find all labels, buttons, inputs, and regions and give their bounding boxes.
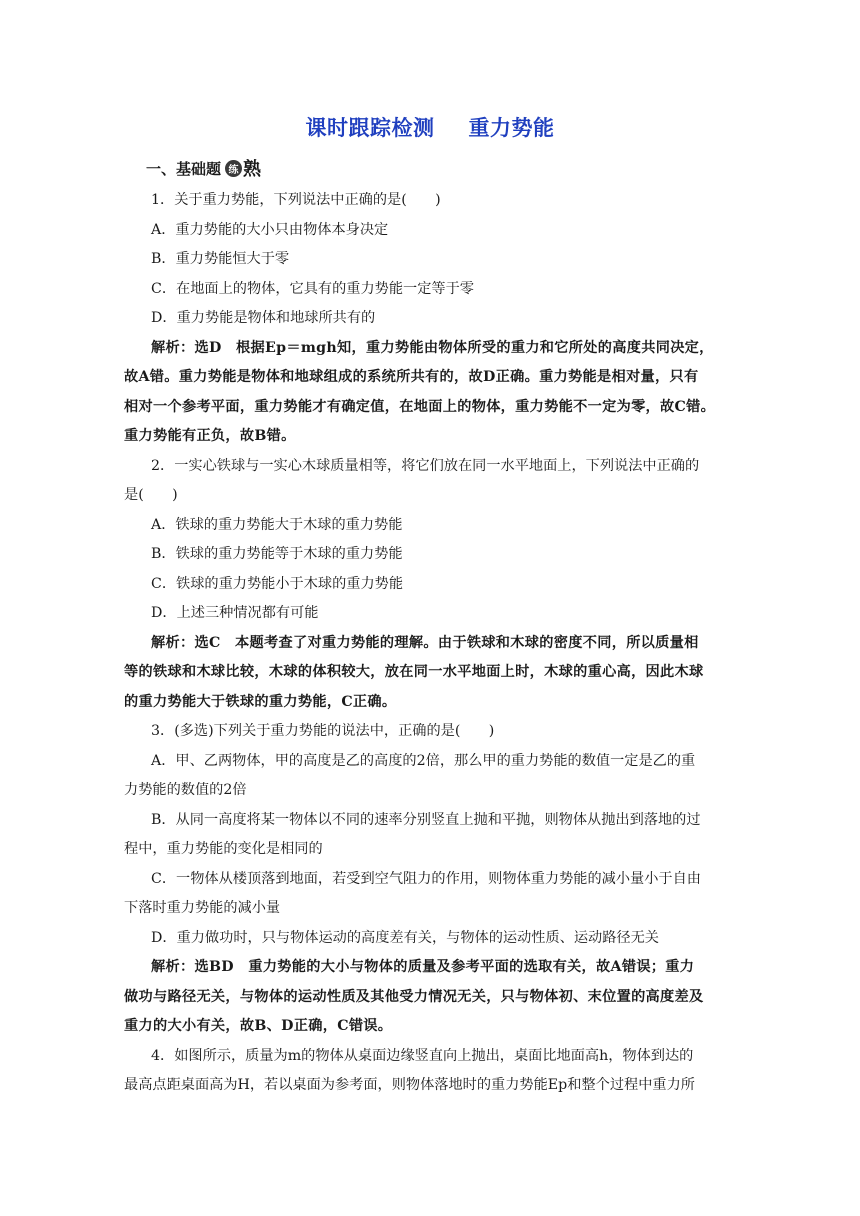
section-badge-icon: 练 bbox=[225, 160, 242, 177]
question-line: C．一物体从楼顶落到地面，若受到空气阻力的作用，则物体重力势能的减小量小于自由 bbox=[151, 870, 701, 887]
question-line: D．重力做功时，只与物体运动的高度差有关，与物体的运动性质、运动路径无关 bbox=[151, 929, 659, 946]
question-line: 最高点距桌面高为H，若以桌面为参考面，则物体落地时的重力势能Ep和整个过程中重力所 bbox=[124, 1077, 695, 1093]
question-line: 3．(多选)下列关于重力势能的说法中，正确的是( ) bbox=[151, 723, 495, 739]
question-line: 程中，重力势能的变化是相同的 bbox=[124, 841, 323, 857]
section-heading bbox=[146, 155, 261, 181]
question-line: C．铁球的重力势能小于木球的重力势能 bbox=[151, 575, 404, 592]
question-line: D．重力势能是物体和地球所共有的 bbox=[151, 310, 376, 326]
analysis-line: 解析：选BD 重力势能的大小与物体的质量及参考平面的选取有关，故A错误；重力 bbox=[151, 959, 695, 975]
title-part-2: 重力势能 bbox=[468, 116, 555, 140]
question-line: 是( ) bbox=[124, 487, 178, 503]
question-line: B．铁球的重力势能等于木球的重力势能 bbox=[151, 546, 403, 562]
question-line: 下落时重力势能的减小量 bbox=[124, 900, 281, 916]
document-body bbox=[124, 186, 740, 1101]
section-big-char: 熟 bbox=[243, 159, 262, 180]
question-line: 2．一实心铁球与一实心木球质量相等，将它们放在同一水平地面上，下列说法中正确的 bbox=[151, 457, 700, 474]
section-label: 一、基础题 bbox=[146, 159, 222, 178]
analysis-line: 等的铁球和木球比较，木球的体积较大，放在同一水平地面上时，木球的重心高，因此木球 bbox=[124, 664, 704, 680]
analysis-line: 解析：选D 根据Ep＝mgh知，重力势能由物体所受的重力和它所处的高度共同决定， bbox=[151, 339, 714, 356]
question-line: D．上述三种情况都有可能 bbox=[151, 605, 319, 621]
question-line: B．从同一高度将某一物体以不同的速率分别竖直上抛和平抛，则物体从抛出到落地的过 bbox=[151, 811, 701, 828]
question-line: C．在地面上的物体，它具有的重力势能一定等于零 bbox=[151, 280, 474, 297]
analysis-line: 相对一个参考平面，重力势能才有确定值，在地面上的物体，重力势能不一定为零，故C错。 bbox=[124, 398, 716, 415]
page-title bbox=[0, 112, 860, 142]
analysis-line: 重力势能有正负，故B错。 bbox=[124, 428, 296, 444]
question-line: 1．关于重力势能，下列说法中正确的是( ) bbox=[151, 192, 441, 208]
analysis-line: 做功与路径无关，与物体的运动性质及其他受力情况无关，只与物体初、末位置的高度差及 bbox=[124, 988, 704, 1005]
question-line: A．甲、乙两物体，甲的高度是乙的高度的2倍，那么甲的重力势能的数值一定是乙的重 bbox=[151, 752, 696, 769]
question-line: B．重力势能恒大于零 bbox=[151, 251, 290, 267]
analysis-line: 故A错。重力势能是物体和地球组成的系统所共有的，故D正确。重力势能是相对量，只有 bbox=[124, 369, 699, 385]
analysis-line: 解析：选C 本题考查了对重力势能的理解。由于铁球和木球的密度不同，所以质量相 bbox=[151, 634, 699, 651]
analysis-line: 的重力势能大于铁球的重力势能，C正确。 bbox=[124, 693, 397, 710]
title-part-1: 课时跟踪检测 bbox=[305, 116, 435, 140]
analysis-line: 重力的大小有关，故B、D正确，C错误。 bbox=[124, 1018, 393, 1034]
question-line: 力势能的数值的2倍 bbox=[124, 782, 247, 798]
question-line: A．重力势能的大小只由物体本身决定 bbox=[151, 221, 389, 238]
question-line: A．铁球的重力势能大于木球的重力势能 bbox=[151, 516, 403, 533]
question-line: 4．如图所示，质量为m的物体从桌面边缘竖直向上抛出，桌面比地面高h，物体到达的 bbox=[151, 1047, 694, 1064]
